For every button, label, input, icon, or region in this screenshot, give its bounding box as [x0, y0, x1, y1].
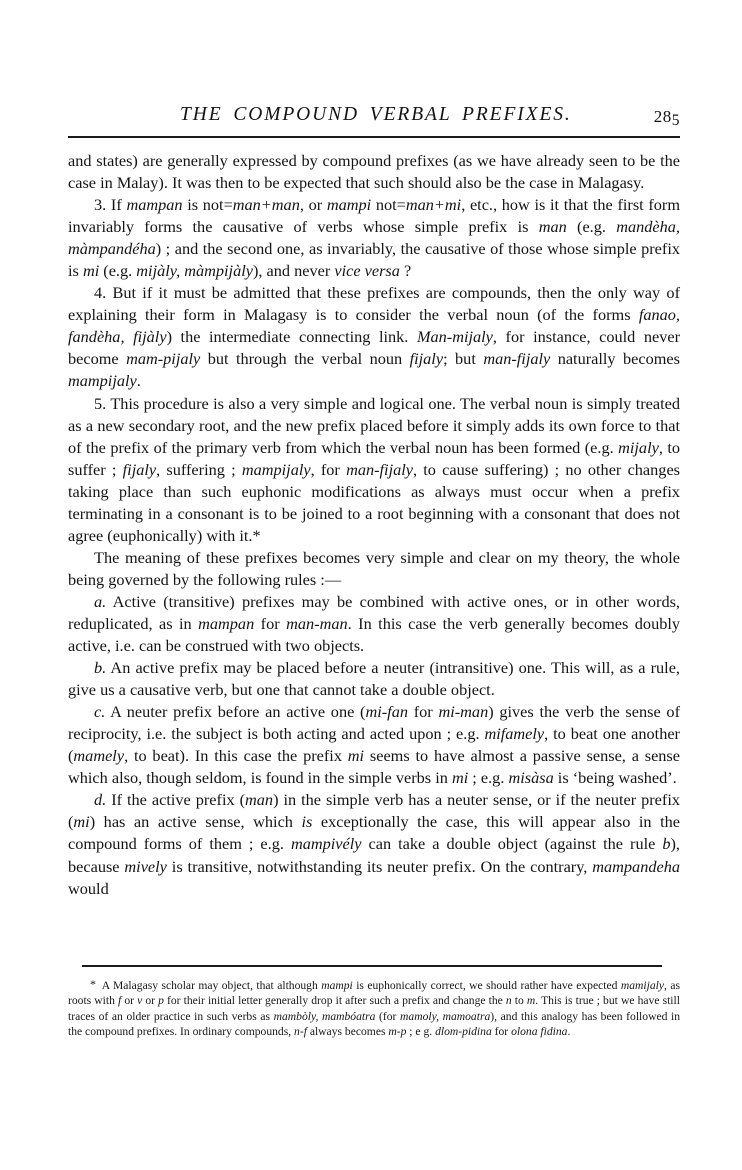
text-run: to: [511, 994, 527, 1008]
text-run: ), and this analogy has been followed in the compound prefixes. In ordinary compounds,: [68, 1009, 681, 1039]
term-mijaly-mampijaly: mijàly, màmpijàly: [136, 261, 253, 281]
text-run: and states) are generally expressed by compound prefixes (as we have already seen to be the case in Malay). It was then to be expected that such should also be the case in Malagasy.: [68, 151, 680, 193]
term-man: man: [245, 790, 274, 810]
text-run: for: [408, 702, 439, 722]
term-fijaly: fijaly: [122, 459, 157, 479]
text-run: ) gives the verb the sense of reciprocity, i.e. the subject is both acting and acted upon ; e.g.: [68, 702, 680, 744]
paragraph-continued: [68, 150, 680, 194]
text-run: (e.g.: [99, 261, 137, 281]
term-mamboly-mamboatra: mambòly, mambóatra: [273, 1009, 376, 1023]
term-mi-man: mi-man: [438, 702, 489, 722]
term-letter-v: v: [137, 994, 143, 1008]
text-run: , for instance, could never become: [68, 327, 680, 369]
rule-label-d: d.: [94, 790, 107, 810]
footnote-block: [68, 977, 680, 1040]
paragraph-4: [68, 282, 680, 392]
rule-c: [68, 701, 680, 789]
rule-b: [68, 657, 680, 701]
term-mijaly: mijaly: [618, 437, 659, 457]
term-is: is: [301, 812, 313, 832]
term-mandeha-mampandeha: mandèha, màmpandéha: [68, 217, 680, 259]
term-mi: mi: [347, 746, 365, 766]
term-mi: mi: [73, 812, 90, 832]
term-mampi: mampi: [321, 979, 353, 992]
term-man: man: [538, 217, 567, 237]
text-run: A Malagasy scholar may object, that although: [99, 979, 322, 992]
term-mampan: mampan: [126, 195, 183, 215]
item-number-5: 5.: [94, 393, 107, 413]
text-run: , as roots with: [68, 979, 680, 1008]
text-run: ), and never: [252, 261, 335, 281]
text-run: seems to have almost a passive sense, a sense which also, though seldom, is found in the simple verbs in: [68, 746, 680, 788]
page-body: [68, 150, 680, 900]
text-run: Active (transitive) prefixes may be combined with active ones, or in other words, reduplicated, as in: [68, 591, 680, 633]
term-man-mi: man+mi: [405, 195, 462, 215]
text-run: .: [567, 1025, 571, 1039]
text-run: not=: [371, 195, 406, 215]
text-run: , to cause suffering) ; no other changes taking place than such euphonic modifications as always must occur when a prefix terminating in a consonant is to be joined to a root beginning with a consonant that does not agree (euphonically) with it.*: [68, 459, 681, 545]
text-run: can take a double object (against the rule: [361, 834, 663, 854]
text-run: , for: [310, 459, 347, 479]
text-run: A neuter prefix before an active one (: [105, 702, 366, 722]
text-run: If the active prefix (: [106, 790, 246, 810]
term-fijaly: fijaly: [409, 349, 444, 369]
text-run: , etc., how is it that the first form invariably forms the causative of verbs whose simple prefix is: [68, 195, 681, 237]
text-run: ; but: [443, 349, 484, 369]
paragraph-3: [68, 194, 680, 282]
header-rule: [68, 136, 680, 138]
term-mamely: mamely: [73, 746, 125, 766]
term-letter-p: p: [158, 994, 164, 1008]
text-run: is not=: [182, 195, 233, 215]
term-m-p: m-p: [388, 1025, 407, 1039]
term-man-man: man+man: [232, 195, 300, 215]
term-mampijaly: mampijaly: [241, 459, 311, 479]
text-run: always becomes: [306, 1025, 389, 1039]
text-run: This procedure is also a very simple and logical one. The verbal noun is simply treated as a new secondary root, and the new prefix placed before it simply adds its own force to that of the prefix of the primary verb from which the verbal noun has been formed (e.g.: [68, 393, 680, 457]
text-run: or: [121, 994, 138, 1008]
term-man-mijaly: Man-mijaly: [416, 327, 493, 347]
text-run: for: [491, 1025, 512, 1039]
text-run: (e.g.: [566, 217, 617, 237]
text-run: would: [68, 878, 109, 898]
text-run: , to beat). In this case the prefix: [124, 746, 348, 766]
running-head-title: THE COMPOUND VERBAL PREFIXES.: [180, 104, 572, 125]
paragraph-5: [68, 393, 680, 547]
page-number: [654, 107, 680, 127]
rule-d: [68, 789, 680, 899]
term-letter-m: m: [526, 994, 536, 1008]
text-run: is euphonically correct, we should rather have expected: [352, 979, 621, 992]
term-mampijaly: mampijaly: [68, 371, 137, 391]
folio-last-digit: 5: [671, 112, 680, 129]
term-man-fijaly: man-fijaly: [346, 459, 413, 479]
text-run: . This is true ; but we have still traces of an older practice in such verbs as: [68, 994, 680, 1023]
text-run: or: [142, 994, 159, 1008]
paragraph-meaning: [68, 547, 680, 591]
term-olona-fidina: olona fidina: [511, 1025, 568, 1039]
rule-a: [68, 591, 680, 657]
term-mi: mi: [82, 261, 100, 281]
text-run: ; e.g.: [468, 768, 509, 788]
text-run: for: [254, 613, 287, 633]
text-run: The meaning of these prefixes becomes very simple and clear on my theory, the whole being governed by the following rules :—: [68, 547, 680, 589]
header-row: [68, 104, 680, 130]
term-vice-versa: vice versa: [334, 261, 404, 281]
text-run: is transitive, notwithstanding its neuter prefix. On the contrary,: [166, 856, 593, 876]
text-run: , to beat one another (: [68, 724, 680, 766]
term-rule-b-ref: b: [662, 834, 671, 854]
text-run: .: [136, 371, 141, 391]
text-run: ), because: [68, 834, 681, 876]
rule-label-a: a.: [94, 591, 107, 611]
term-fanao-fandeha-fijaly: fanao, fandèha, fijàly: [68, 305, 680, 347]
item-number-3: 3.: [94, 195, 107, 215]
text-run: ) ; and the second one, as invariably, the causative of those whose simple prefix is: [68, 239, 680, 281]
text-run: , or: [299, 195, 327, 215]
text-run: for their initial letter generally drop it after such a prefix and change the: [163, 994, 506, 1008]
item-number-4: 4.: [94, 283, 107, 303]
term-mampan: mampan: [198, 613, 255, 633]
term-mively: mively: [124, 856, 167, 876]
folio-digits: 28: [653, 107, 672, 126]
text-run: But if it must be admitted that these prefixes are compounds, then the only way of explaining their form in Malagasy is to consider the verbal noun (of the forms: [68, 283, 680, 325]
term-mamoly-mamoatra: mamoly, mamoatra: [400, 1009, 491, 1023]
term-mifamely: mifamely: [484, 724, 545, 744]
rule-label-b: b.: [94, 658, 107, 678]
term-letter-n: n: [505, 994, 512, 1008]
term-mamijaly: mamijaly: [620, 979, 664, 992]
text-run: is ‘being washed’.: [553, 768, 677, 788]
term-letter-f: f: [118, 994, 122, 1008]
term-mi-fan: mi-fan: [365, 702, 408, 722]
term-n-f: n-f: [294, 1025, 307, 1039]
text-run: An active prefix may be placed before a neuter (intransitive) one. This will, as a rule, give us a causative verb, but one that cannot take a double object.: [68, 658, 680, 700]
term-mam-pijaly: mam-pijaly: [126, 349, 201, 369]
term-mampi: mampi: [326, 195, 372, 215]
text-run: (for: [375, 1009, 401, 1023]
text-run: naturally becomes: [550, 349, 680, 369]
text-run: ) has an active sense, which: [89, 812, 302, 832]
term-mi: mi: [451, 768, 469, 788]
term-mampandeha: mampandeha: [592, 856, 680, 876]
term-mampively: mampivély: [290, 834, 362, 854]
text-run: If: [106, 195, 127, 215]
term-misasa: misàsa: [508, 768, 554, 788]
text-run: ) the intermediate connecting link.: [166, 327, 417, 347]
text-run: ) in the simple verb has a neuter sense, or if the neuter prefix (: [68, 790, 680, 832]
text-run: ?: [403, 261, 412, 281]
term-dlom-pidina: dlom-pidina: [435, 1025, 492, 1039]
rule-label-c: c.: [94, 702, 106, 722]
term-man-man: man-man: [286, 613, 348, 633]
text-run: but through the verbal noun: [200, 349, 410, 369]
text-run: exceptionally the case, this will appear also in the compound forms of them ; e.g.: [68, 812, 680, 854]
footnote-separator-rule: [82, 965, 662, 967]
page-header: [68, 104, 680, 138]
text-run: . In this case the verb generally becomes doubly active, i.e. can be construed with two objects.: [68, 613, 681, 656]
footnote-text: [68, 977, 680, 1040]
term-man-fijaly: man-fijaly: [483, 349, 551, 369]
text-run: , suffering ;: [156, 459, 242, 479]
footnote-marker: *: [90, 977, 96, 991]
text-run: ; e g.: [406, 1025, 436, 1039]
text-run: , to suffer ;: [68, 437, 680, 479]
